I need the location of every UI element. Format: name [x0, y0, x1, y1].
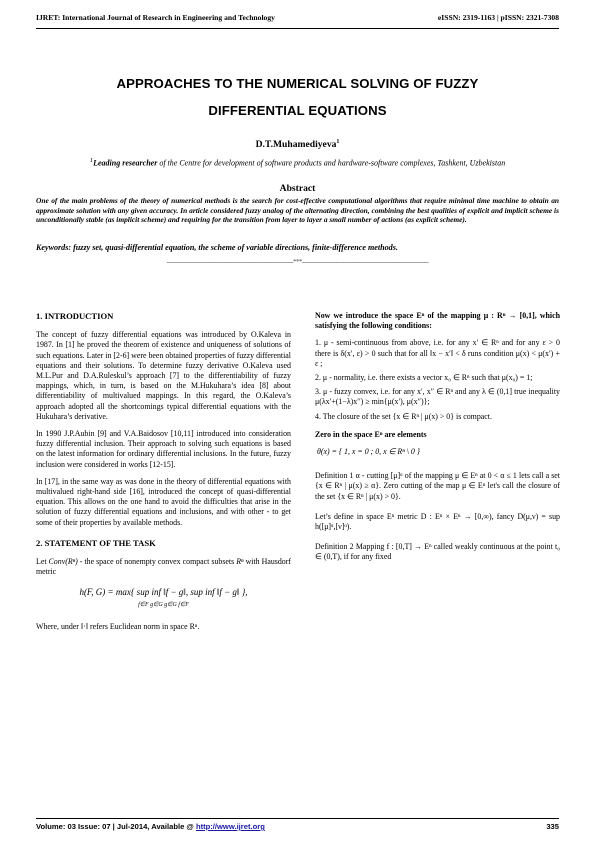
condition-3: 3. μ - fuzzy convex, i.e. for any x′, x′′ ∈ Rⁿ and any λ ∈ (0,1] true inequality μ(λx′+(1−λ)x′′) ≥ min{μ(x′), μ(x′′)};	[315, 387, 560, 407]
condition-4: 4. The closure of the set {x ∈ Rⁿ | μ(x) > 0} is compact.	[315, 411, 492, 421]
right-column	[315, 311, 560, 570]
theta-formula: θ(x) = { 1, x = 0 ; 0, x ∈ Rⁿ \ 0 }	[317, 447, 420, 457]
definition-1: Definition 1 α - cutting [μ]ᵅ of the mapping μ ∈ Eⁿ at 0 < α ≤ 1 lets call a set {x ∈ Rⁿ | μ(x) ≥ α}. Zero cutting of the map μ ∈ Eⁿ let's call the closure of the set {x ∈ Rⁿ | μ(x) > 0}.	[315, 471, 560, 501]
text: with Hausdorf metric	[36, 557, 291, 577]
affiliation	[36, 155, 559, 169]
paragraph: In [17], in the same way as was done in the theory of differential equations with multivalued right-hand side [16], introduced the concept of quasi-differential equation. This allows on the one hand to avoid the difficulties that arise in the solution of fuzzy differential equations and inclusions, and with other - to get some of their properties by available methods.	[36, 476, 291, 527]
section-statement: 2. STATEMENT OF THE TASK	[36, 537, 156, 548]
hausdorff-formula	[36, 587, 291, 609]
header-rule	[36, 28, 559, 29]
affil-sup: 1	[89, 157, 94, 164]
text: - the space of nonempty convex compact subsets	[77, 557, 237, 567]
footer-volume: Volume: 03 Issue: 07 | Jul-2014, Available @	[36, 822, 196, 831]
author	[0, 139, 595, 150]
separator: ---------------------------------------------------------------------***---------------------------------------------------------------------	[166, 258, 429, 266]
abstract-heading: Abstract	[279, 183, 316, 194]
journal-link[interactable]: http://www.ijret.org	[195, 822, 265, 831]
footer	[36, 822, 559, 831]
title-line-1: APPROACHES TO THE NUMERICAL SOLVING OF FUZZY	[116, 76, 479, 91]
paragraph: Zero in the space Eⁿ are elements	[315, 429, 427, 439]
paragraph	[36, 557, 291, 577]
section-introduction: 1. INTRODUCTION	[36, 311, 114, 321]
metric-definition: Let’s define in space Eⁿ metric D : Eⁿ × Eⁿ → [0,∞), fancy D(μ,ν) = sup h([μ]ᵅ,[ν]ᵅ).	[315, 511, 560, 532]
author-name: D.T.Muhamediyeva	[255, 139, 337, 151]
definition-2: Definition 2 Mapping f : [0,T] → Eⁿ called weakly continuous at the point t₀ ∈ (0,T), if for any fixed	[315, 542, 560, 562]
text: Let	[36, 557, 49, 567]
affil-text: of the Centre for development of software products and hardware-software complexes, Tashkent, Uzbekistan	[157, 158, 506, 168]
journal-name: IJRET: International Journal of Research in Engineering and Technology	[36, 13, 275, 22]
footer-rule	[36, 818, 559, 819]
math: Conv(Rⁿ)	[48, 557, 78, 567]
title-line-2: DIFFERENTIAL EQUATIONS	[208, 103, 387, 118]
abstract-text: One of the main problems of the theory of numerical methods is the search for cost-effective computational algorithms that require minimal time machine to obtain an approximate solution with any given accuracy. In article considered fuzzy analog of the alternating direction, combining the best qualities of explicit and implicit scheme is unconditionally stable (as implicit scheme) and requiring for the transition from layer to layer a small number of actions (as explicit scheme).	[36, 196, 559, 225]
left-column	[36, 311, 291, 639]
formula-sub: f∈F g∈G g∈G f∈F	[138, 601, 189, 608]
running-header	[36, 13, 559, 25]
paragraph: The concept of fuzzy differential equations was introduced by O.Kaleva in 1987. In [1] he proved the theorem of existence and uniqueness of solutions of such equations. Later in [2-6] were been obtained properties of fuzzy differential equations and their solutions. To determine fuzzy derivative O.Kaleva used M.L.Pur and D.A.Ruleskul’s approach [7] to the differentiability of fuzzy mappings, which, in turn, is based on the M.Hukuhara’s idea [8] about differentiability of multivalued mappings. In this regard, the O.Kaleva’s approach adopted all the shortcomings typical differential equations with the Hukuhara’s derivative.	[36, 330, 291, 421]
page-number: 335	[546, 822, 559, 831]
paragraph: Now we introduce the space Eⁿ of the mapping μ : Rⁿ → [0,1], which satisfying the following conditions:	[315, 311, 560, 331]
paragraph: Where, under ‖·‖ refers Euclidean norm in space Rⁿ.	[36, 621, 200, 631]
issn: eISSN: 2319-1163 | pISSN: 2321-7308	[437, 13, 559, 22]
paragraph: In 1990 J.P.Aubin [9] and V.A.Baidosov [10,11] introduced into consideration fuzzy differential inclusion. Their approach to solving such equations is based on the latest information for ordinary differential inclusions. In the future, fuzzy inclusion were considered in works [12-15].	[36, 429, 291, 469]
condition-2: 2. μ - normality, i.e. there exists a vector x₀ ∈ Rⁿ such that μ(x₀) = 1;	[315, 373, 533, 383]
paper-title	[40, 70, 555, 124]
math: Rⁿ	[236, 557, 244, 567]
keywords: Keywords: fuzzy set, quasi-differential equation, the scheme of variable directions, finite-difference methods.	[36, 243, 398, 252]
affil-role: Leading researcher	[93, 158, 158, 168]
author-sup: 1	[336, 139, 340, 145]
formula-main: h(F, G) = max{ sup inf ‖f − g‖, sup inf ‖f − g‖ },	[79, 587, 248, 598]
condition-1: 1. μ - semi-continuous from above, i.e. for any x′ ∈ Rⁿ and for any ε > 0 there is δ(x′, ε) > 0 such that for all ‖x − x′‖ < δ runs condition μ(x) < μ(x′) + ε ;	[315, 338, 560, 368]
